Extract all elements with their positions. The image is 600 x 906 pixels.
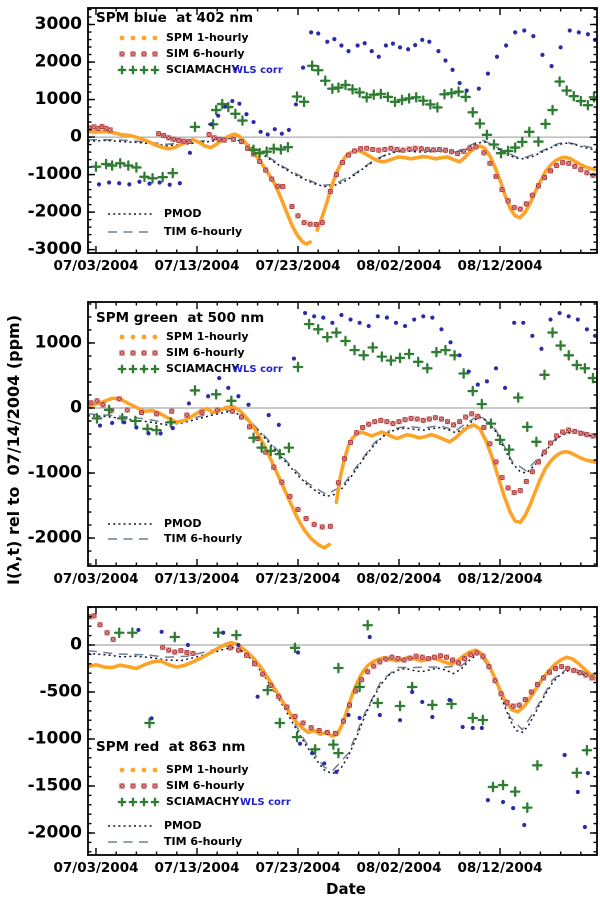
legend-tim-label: TIM 6-hourly	[164, 532, 243, 545]
legend-wls-corr-label: WLS corr	[232, 65, 283, 76]
panel-title-red: SPM red at 863 nm	[96, 739, 246, 755]
legend-spm-label: SPM 1-hourly	[166, 330, 249, 343]
legend-tim-label: TIM 6-hourly	[164, 225, 243, 238]
legend-sim-label: SIM 6-hourly	[166, 346, 245, 359]
legend-wls-corr-label: WLS corr	[240, 797, 291, 808]
x-axis-label: Date	[326, 880, 366, 898]
legend-sim-label: SIM 6-hourly	[166, 779, 245, 792]
legend-sciamachy-label: SCIAMACHY	[166, 795, 240, 808]
legend-spm-label: SPM 1-hourly	[166, 31, 249, 44]
panel-title-green: SPM green at 500 nm	[96, 310, 265, 326]
legend-spm-label: SPM 1-hourly	[166, 763, 249, 776]
panel-title-blue: SPM blue at 402 nm	[96, 10, 254, 26]
legend-sciamachy-label: SCIAMACHY	[166, 362, 240, 375]
legend-pmod-label: PMOD	[164, 517, 202, 530]
legend-tim-label: TIM 6-hourly	[164, 835, 243, 848]
legend-sim-label: SIM 6-hourly	[166, 47, 245, 60]
legend-pmod-label: PMOD	[164, 819, 202, 832]
legend-wls-corr-label: WLS corr	[232, 364, 283, 375]
y-axis-label: I(λ,t) rel to 07/14/2004 (ppm)	[4, 314, 23, 586]
legend-sciamachy-label: SCIAMACHY	[166, 63, 240, 76]
legend-pmod-label: PMOD	[164, 207, 202, 220]
